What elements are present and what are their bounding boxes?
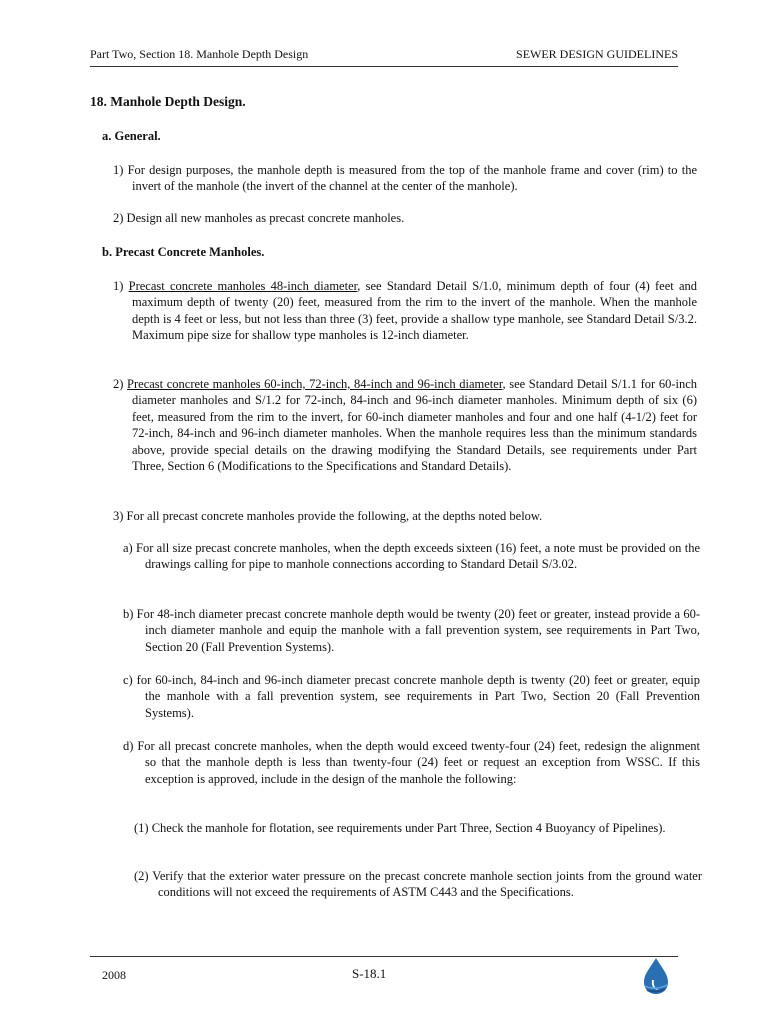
precast-item-1-text: , see Standard Detail S/1.0, minimum depth of four (4) feet and maximum depth of twenty (20) feet, measured from the rim to the invert of the manhole. When the manhole depth is 4 feet or less, but not less than three (3) feet, provide a shallow type manhole, see Standard Detail S/3.2. Maximum pipe size for shallow type manholes is 12-inch diameter. (132, 279, 697, 343)
precast-item-1-underlined: Precast concrete manholes 48-inch diameter (128, 279, 358, 293)
precast-item-2 (113, 376, 697, 474)
footer-divider (90, 956, 678, 957)
precast-subitem-d-1: (1) Check the manhole for flotation, see requirements under Part Three, Section 4 Buoyancy of Pipelines). (134, 821, 666, 835)
precast-subitem-c: c) for 60-inch, 84-inch and 96-inch diameter precast concrete manhole depth is twenty (20) feet or greater, equip the manhole with a fall prevention system, see requirements in Part Two, Section 20 (Fall Prevention Systems). (123, 673, 700, 720)
subsection-heading-precast: b. Precast Concrete Manholes. (102, 245, 265, 259)
precast-subitem-a: a) For all size precast concrete manholes, when the depth exceeds sixteen (16) feet, a note must be provided on the drawings calling for pipe to manhole connections according to Standard Detail S/3.02. (123, 541, 700, 572)
precast-item-2-number: 2) (113, 377, 128, 391)
page-number: S-18.1 (352, 966, 387, 981)
section-heading: 18. Manhole Depth Design. (90, 94, 246, 109)
header-document-title: SEWER DESIGN GUIDELINES (516, 47, 678, 61)
precast-subitem-d: d) For all precast concrete manholes, when the depth would exceed twenty-four (24) feet, redesign the alignment so that the manhole depth is less than twenty-four (24) feet or request an exception from WSSC. If this exception is approved, include in the design of the manhole the following: (123, 739, 700, 786)
page-header (90, 46, 678, 62)
precast-item-2-underlined: Precast concrete manholes 60-inch, 72-inch, 84-inch and 96-inch diameter (127, 377, 503, 391)
water-drop-logo-icon (638, 956, 672, 996)
header-divider (90, 66, 678, 67)
precast-item-1 (113, 278, 697, 344)
precast-subitem-d-2: (2) Verify that the exterior water pressure on the precast concrete manhole section joints from the ground water conditions will not exceed the requirements of ASTM C443 and the Specifications. (134, 869, 702, 900)
footer-year: 2008 (102, 968, 126, 982)
precast-item-2-text: , see Standard Detail S/1.1 for 60-inch diameter manholes and S/1.2 for 72-inch, 84-inch and 96-inch diameter manholes. Minimum depth of six (6) feet, measured from the rim to the invert, for 60-inch diameter manholes and four and one half (4-1/2) feet for 72-inch, 84-inch and 96-inch diameter manholes. When the manhole requires less than the minimum standards above, provide special details on the drawing modifying the Standard Details, see requirements under Part Three, Section 6 (Modifications to the Specifications and Standard Details). (132, 377, 697, 474)
general-item-2: 2) Design all new manholes as precast concrete manholes. (113, 211, 405, 225)
subsection-heading-general: a. General. (102, 129, 161, 143)
precast-item-3: 3) For all precast concrete manholes provide the following, at the depths noted below. (113, 509, 543, 523)
general-item-1: 1) For design purposes, the manhole depth is measured from the top of the manhole frame and cover (rim) to the invert of the manhole (the invert of the channel at the center of the manhole). (113, 163, 697, 194)
header-section-title: Part Two, Section 18. Manhole Depth Design (90, 47, 309, 61)
precast-subitem-b: b) For 48-inch diameter precast concrete manhole depth would be twenty (20) feet or greater, instead provide a 60-inch diameter manhole and equip the manhole with a fall prevention system, see requirements in Part Two, Section 20 (Fall Prevention Systems). (123, 607, 700, 654)
precast-item-1-number: 1) (113, 279, 129, 293)
